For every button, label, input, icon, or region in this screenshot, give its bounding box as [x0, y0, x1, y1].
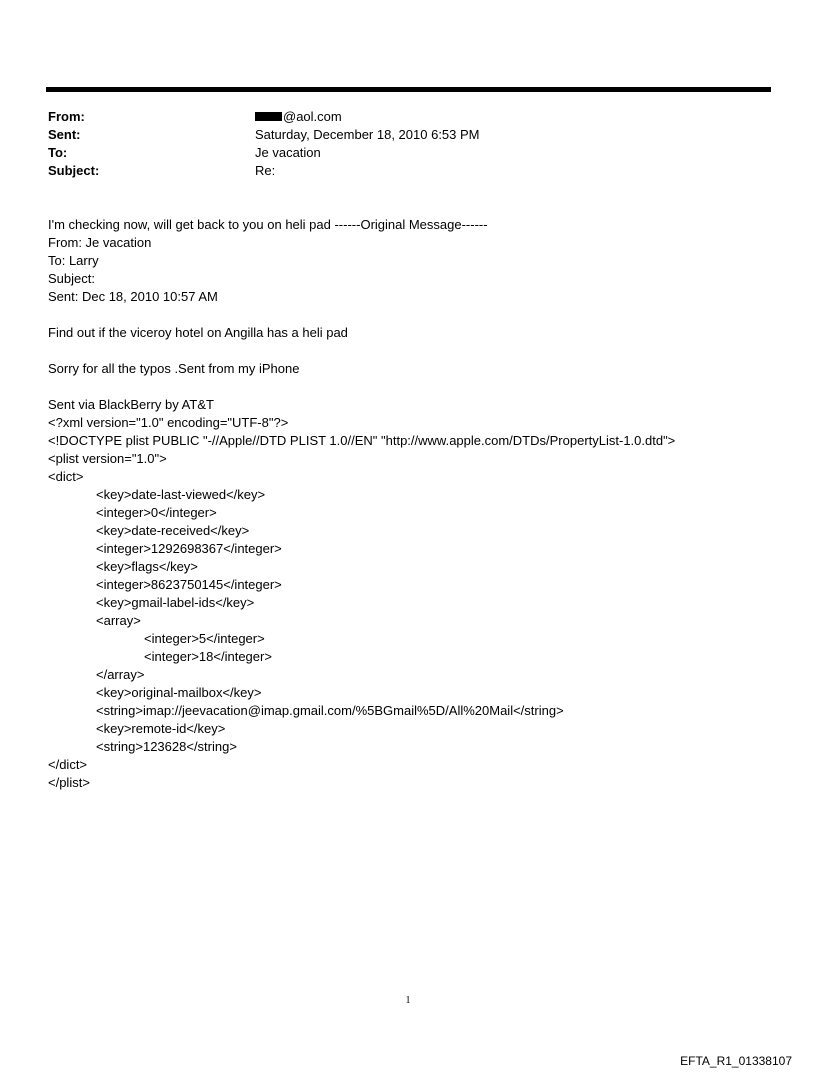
xml-line: <plist version="1.0">	[48, 451, 167, 466]
email-body	[48, 216, 788, 792]
xml-line: <key>remote-id</key>	[96, 721, 226, 736]
body-line: To: Larry	[48, 253, 99, 268]
sent-row	[48, 126, 748, 144]
xml-line: <integer>1292698367</integer>	[96, 541, 282, 556]
body-line: Find out if the viceroy hotel on Angilla has a heli pad	[48, 325, 348, 340]
from-value: @aol.com	[283, 109, 342, 124]
from-value-wrap	[255, 108, 748, 126]
subject-label: Subject:	[48, 163, 100, 178]
body-line: Sorry for all the typos .Sent from my iPhone	[48, 361, 300, 376]
xml-line: <integer>18</integer>	[144, 649, 272, 664]
body-line: Sent via BlackBerry by AT&T	[48, 397, 214, 412]
xml-line: <integer>0</integer>	[96, 505, 217, 520]
xml-line: <integer>8623750145</integer>	[96, 577, 282, 592]
xml-line: <key>original-mailbox</key>	[96, 685, 262, 700]
body-line: From: Je vacation	[48, 235, 152, 250]
body-line: Subject:	[48, 271, 95, 286]
xml-line: <?xml version="1.0" encoding="UTF-8"?>	[48, 415, 289, 430]
xml-line: <key>flags</key>	[96, 559, 198, 574]
sent-value: Saturday, December 18, 2010 6:53 PM	[255, 127, 480, 142]
from-row	[48, 108, 748, 126]
subject-row	[48, 162, 748, 180]
from-label: From:	[48, 109, 85, 124]
xml-line: <!DOCTYPE plist PUBLIC "-//Apple//DTD PLIST 1.0//EN" "http://www.apple.com/DTDs/PropertyList-1.0.dtd">	[48, 433, 676, 448]
spacer	[48, 378, 788, 396]
xml-line: <string>imap://jeevacation@imap.gmail.com/%5BGmail%5D/All%20Mail</string>	[96, 703, 564, 718]
body-line: I'm checking now, will get back to you on heli pad ------Original Message------	[48, 217, 488, 232]
xml-line: </plist>	[48, 775, 90, 790]
to-label: To:	[48, 145, 68, 160]
xml-line: </array>	[96, 667, 145, 682]
xml-line: <key>gmail-label-ids</key>	[96, 595, 255, 610]
subject-value: Re:	[255, 163, 276, 178]
redaction-mark	[255, 112, 282, 121]
to-value: Je vacation	[255, 145, 321, 160]
header-rule	[46, 87, 771, 92]
xml-line: <array>	[96, 613, 141, 628]
spacer	[48, 306, 788, 324]
to-row	[48, 144, 748, 162]
email-header	[48, 108, 748, 180]
sent-label: Sent:	[48, 127, 81, 142]
xml-line: <key>date-last-viewed</key>	[96, 487, 266, 502]
xml-line: <dict>	[48, 469, 84, 484]
xml-line: <key>date-received</key>	[96, 523, 250, 538]
xml-line: <string>123628</string>	[96, 739, 237, 754]
document-id: EFTA_R1_01338107	[680, 1054, 792, 1068]
body-line: Sent: Dec 18, 2010 10:57 AM	[48, 289, 218, 304]
xml-line: </dict>	[48, 757, 88, 772]
xml-line: <integer>5</integer>	[144, 631, 265, 646]
spacer	[48, 342, 788, 360]
page-number: 1	[405, 995, 411, 1006]
